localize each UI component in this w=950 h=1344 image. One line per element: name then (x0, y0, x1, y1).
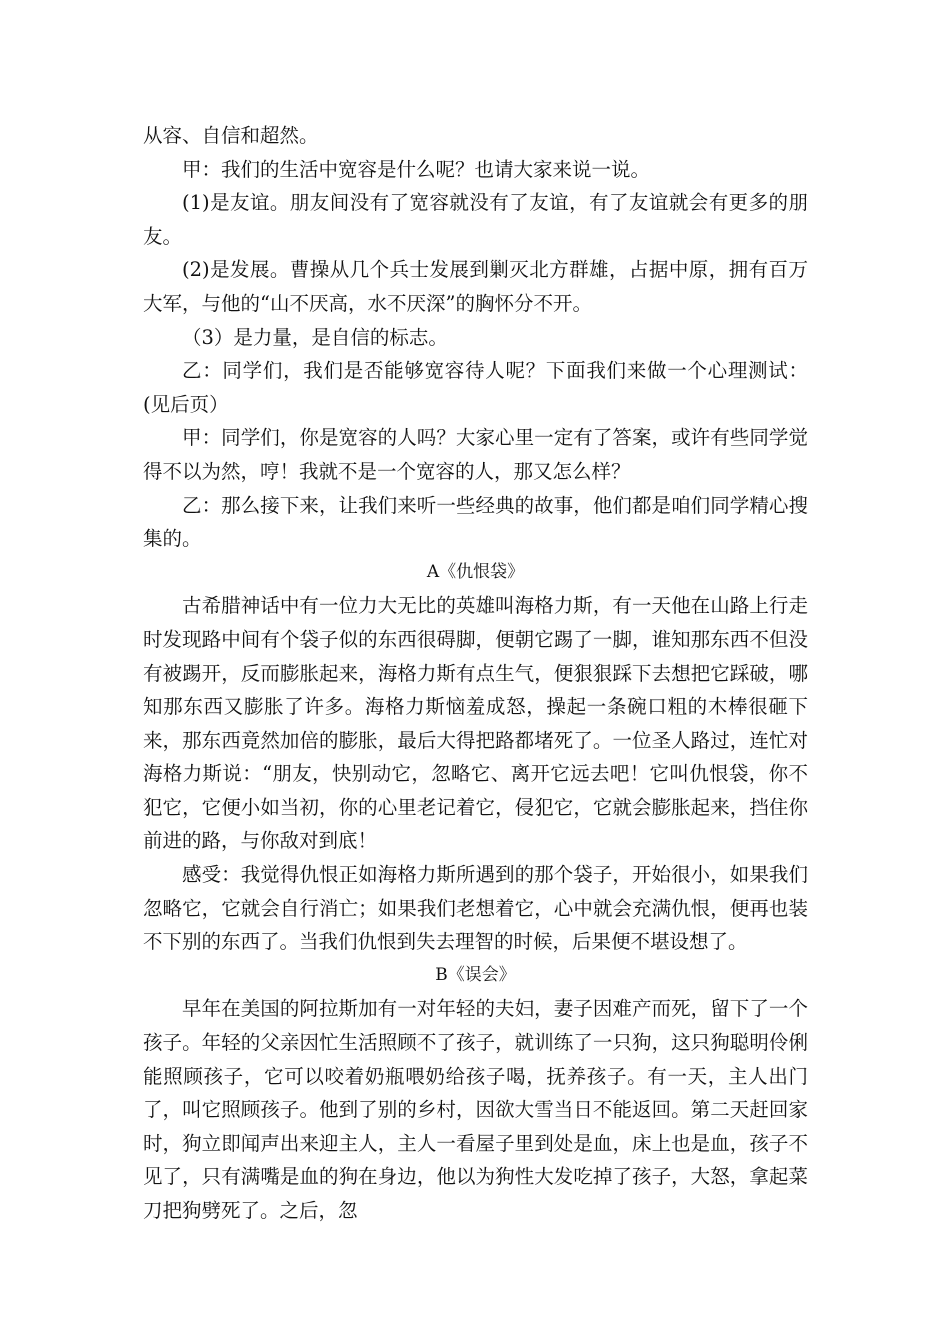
document-page (143, 119, 808, 1228)
paragraph: (2)是发展。曹操从几个兵士发展到剿灭北方群雄，占据中原，拥有百万大军，与他的“山不厌高，水不厌深”的胸怀分不开。 (143, 258, 808, 315)
paragraph: （3）是力量，是自信的标志。 (182, 325, 448, 349)
paragraph: (1)是友谊。朋友间没有了宽容就没有了友谊，有了友谊就会有更多的朋友。 (143, 191, 808, 248)
paragraph: 感受：我觉得仇恨正如海格力斯所遇到的那个袋子，开始很小，如果我们忽略它，它就会自行消亡；如果我们老想着它，心中就会充满仇恨，便再也装不下别的东西了。当我们仇恨到失去理智的时候，后果便不堪设想了。 (143, 863, 808, 954)
paragraph: 乙：那么接下来，让我们来听一些经典的故事，他们都是咱们同学精心搜集的。 (143, 493, 808, 551)
paragraph: 甲：同学们，你是宽容的人吗？大家心里一定有了答案，或许有些同学觉得不以为然，哼！我就不是一个宽容的人，那又怎么样？ (143, 426, 808, 483)
paragraph: 乙：同学们，我们是否能够宽容待人呢？下面我们来做一个心理测试：(见后页） (143, 359, 808, 416)
paragraph: 古希腊神话中有一位力大无比的英雄叫海格力斯，有一天他在山路上行走时发现路中间有个袋子似的东西很碍脚，便朝它踢了一脚，谁知那东西不但没有被踢开，反而膨胀起来，海格力斯有点生气，便狠狠踩下去想把它踩破，哪知那东西又膨胀了许多。海格力斯恼羞成怒，操起一条碗口粗的木棒很砸下来，那东西竟然加倍的膨胀，最后大得把路都堵死了。一位圣人路过，连忙对海格力斯说：“朋友，快别动它，忽略它、离开它远去吧！它叫仇恨袋，你不犯它，它便小如当初，你的心里老记着它，侵犯它，它就会膨胀起来，挡住你前进的路，与你敌对到底！ (143, 594, 808, 853)
paragraph: 早年在美国的阿拉斯加有一对年轻的夫妇，妻子因难产而死，留下了一个孩子。年轻的父亲因忙生活照顾不了孩子，就训练了一只狗，这只狗聪明伶俐能照顾孩子，它可以咬着奶瓶喂奶给孩子喝，抚养孩子。有一天，主人出门了，叫它照顾孩子。他到了别的乡村，因欲大雪当日不能返回。第二天赶回家时，狗立即闻声出来迎主人，主人一看屋子里到处是血，床上也是血，孩子不见了，只有满嘴是血的狗在身边，他以为狗性大发吃掉了孩子，大怒，拿起菜刀把狗劈死了。之后，忽 (143, 997, 808, 1222)
story-heading: A《仇恨袋》 (426, 561, 525, 582)
paragraph: 从容、自信和超然。 (143, 124, 319, 147)
paragraph: 甲：我们的生活中宽容是什么呢？也请大家来说一说。 (182, 157, 651, 181)
story-heading: B《误会》 (435, 964, 516, 985)
